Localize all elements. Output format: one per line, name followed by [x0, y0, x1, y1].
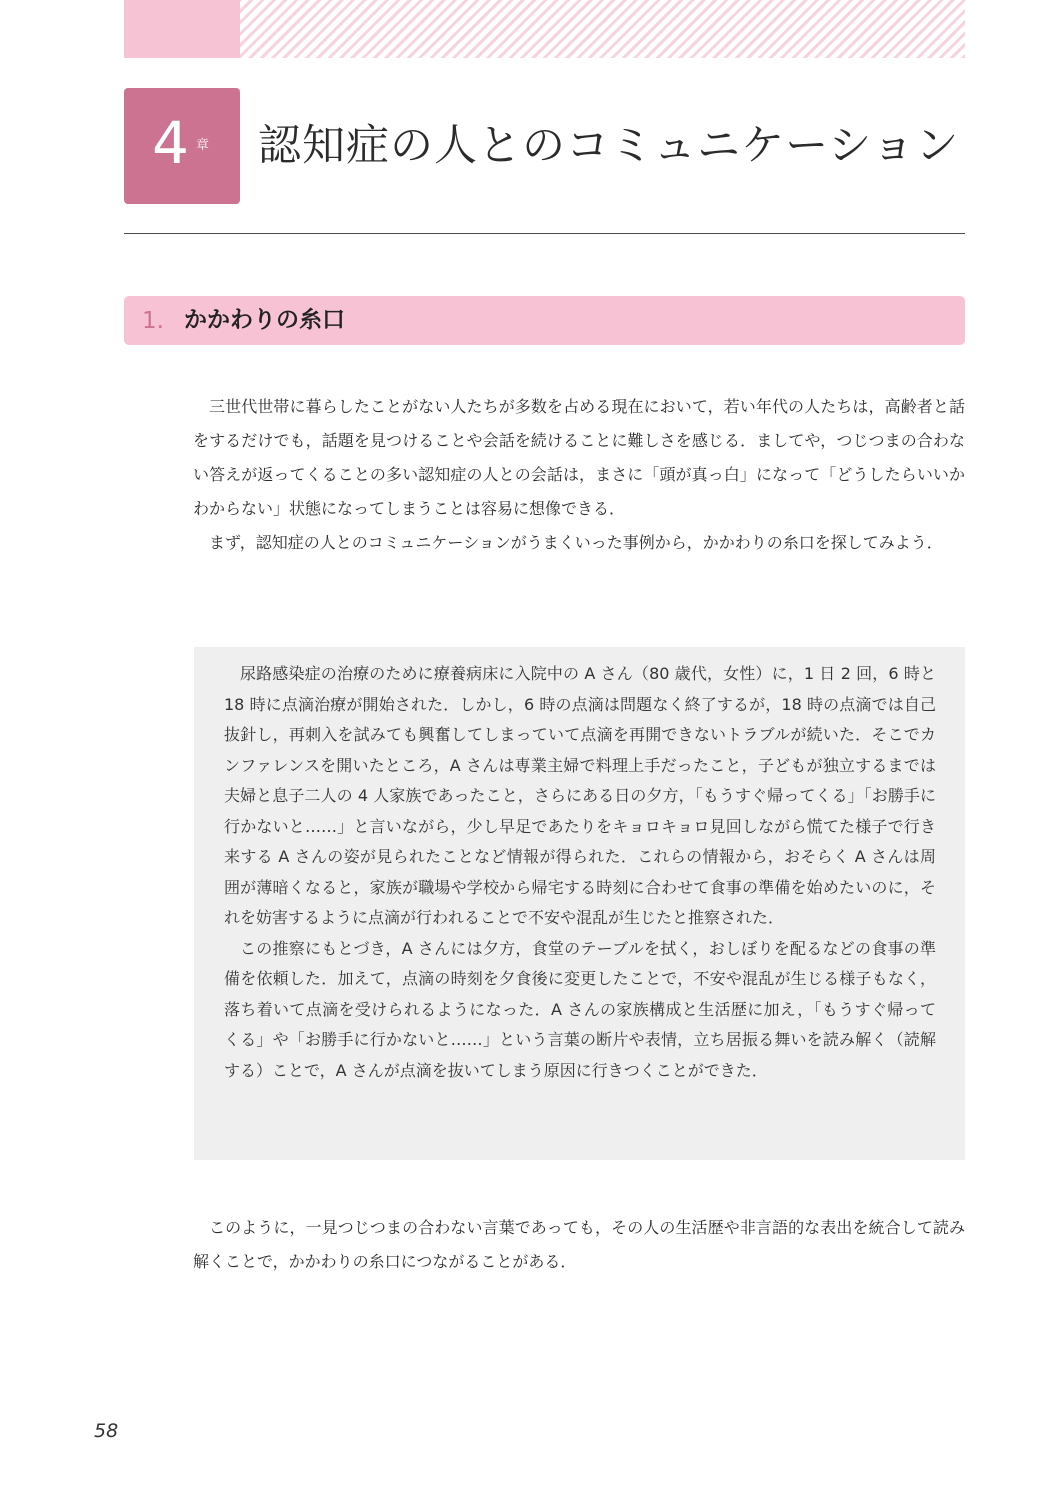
chapter-title: 認知症の人とのコミュニケーション — [258, 121, 960, 171]
top-band-solid-block — [124, 0, 240, 58]
top-decorative-band — [124, 0, 965, 58]
case-study-text — [224, 659, 936, 1086]
chapter-badge — [124, 88, 240, 204]
intro-paragraph: まず，認知症の人とのコミュニケーションがうまくいった事例から，かかわりの糸口を探してみよう． — [209, 533, 943, 552]
chapter-divider — [124, 233, 965, 234]
top-band-stripes — [240, 0, 965, 58]
case-study-box — [194, 647, 965, 1160]
conclusion-text — [193, 1211, 965, 1279]
chapter-number: 4 — [152, 109, 189, 177]
conclusion-paragraph: このように，一見つじつまの合わない言葉であっても，その人の生活歴や非言語的な表出を統合して読み解くことで，かかわりの糸口につながることがある． — [193, 1218, 965, 1271]
case-paragraph: この推察にもとづき，A さんには夕方，食堂のテーブルを拭く，おしぼりを配るなどの食事の準備を依頼した．加えて，点滴の時刻を夕食後に変更したことで，不安や混乱が生じる様子もなく，落ち着いて点滴を受けられるようになった．A さんの家族構成と生活歴に加え，「もうすぐ帰ってくる」や「お勝手に行かないと……」という言葉の断片や表情，立ち居振る舞いを読み解く（読解する）ことで，A さんが点滴を抜いてしまう原因に行きつくことができた． — [224, 938, 936, 1080]
section-heading — [124, 296, 965, 345]
intro-paragraph: 三世代世帯に暮らしたことがない人たちが多数を占める現在において，若い年代の人たちは，高齢者と話をするだけでも，話題を見つけることや会話を続けることに難しさを感じる．ましてや，つじつまの合わない答えが返ってくることの多い認知症の人との会話は，まさに「頭が真っ白」になって「どうしたらいいかわからない」状態になってしまうことは容易に想像できる． — [193, 397, 965, 518]
section-number: 1. — [142, 308, 164, 334]
intro-text — [193, 390, 965, 560]
section-title: かかわりの糸口 — [184, 307, 345, 333]
case-paragraph: 尿路感染症の治療のために療養病床に入院中の A さん（80 歳代，女性）に，1 日 2 回，6 時と 18 時に点滴治療が開始された．しかし，6 時の点滴は問題なく終了するが，18 時の点滴では自己抜針し，再刺入を試みても興奮してしまっていて点滴を再開できないトラブルが続いた．そこでカンファレンスを開いたところ，A さんは専業主婦で料理上手だったこと，子どもが独立するまでは夫婦と息子二人の 4 人家族であったこと，さらにある日の夕方，「もうすぐ帰ってくる」「お勝手に行かないと……」と言いながら，少し早足であたりをキョロキョロ見回しながら慌てた様子で行き来する A さんの姿が見られたことなど情報が得られた．これらの情報から，おそらく A さんは周囲が薄暗くなると，家族が職場や学校から帰宅する時刻に合わせて食事の準備を始めたいのに，それを妨害するように点滴が行われることで不安や混乱が生じたと推察された． — [224, 664, 936, 927]
page-number: 58 — [94, 1420, 119, 1442]
chapter-suffix: 章 — [196, 138, 210, 153]
